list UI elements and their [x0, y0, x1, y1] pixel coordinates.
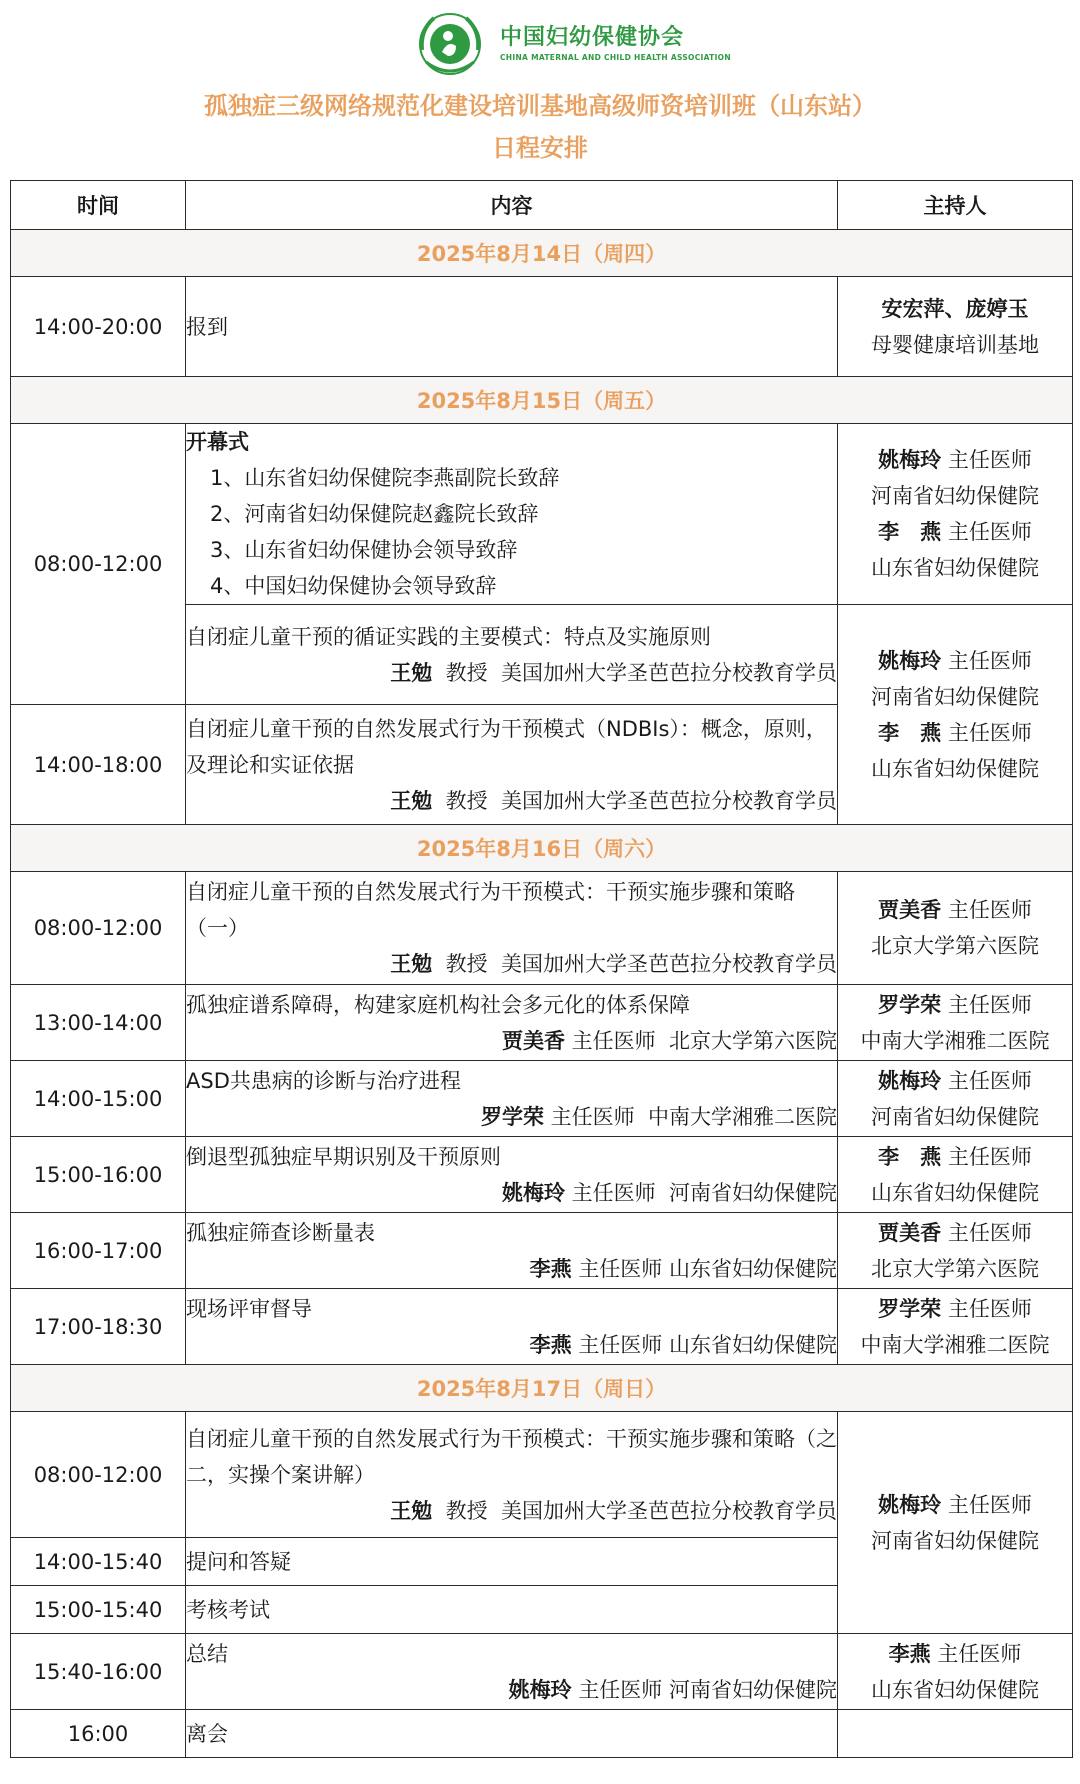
table-row	[11, 1634, 1073, 1710]
speaker-line	[186, 783, 837, 819]
table-row	[11, 1710, 1073, 1758]
session-topic: 现场评审督导	[186, 1296, 312, 1321]
page-subtitle: 日程安排	[492, 134, 588, 162]
table-row	[11, 1061, 1073, 1137]
speaker-line	[186, 1099, 837, 1135]
session-topic: 自闭症儿童干预的循证实践的主要模式：特点及实施原则	[186, 624, 711, 649]
speaker-org: 美国加州大学圣芭芭拉分校教育学员	[501, 952, 837, 976]
table-row	[11, 1213, 1073, 1289]
speaker-org: 山东省妇幼保健院	[669, 1332, 837, 1357]
host-cell	[838, 985, 1073, 1061]
speaker-title: 主任医师	[578, 1677, 663, 1702]
speaker-name: 罗学荣	[480, 1104, 544, 1129]
host-title: 主任医师	[947, 520, 1032, 544]
date-row	[11, 377, 1073, 424]
host-org: 山东省妇幼保健院	[871, 1677, 1039, 1702]
speaker-title: 教授	[445, 660, 488, 685]
speaker-name: 王勉	[390, 660, 433, 685]
time-cell: 15:00-15:40	[11, 1586, 186, 1634]
time-cell: 08:00-12:00	[11, 1412, 186, 1538]
host-cell	[838, 1710, 1073, 1758]
host-title: 主任医师	[947, 898, 1032, 922]
speaker-title: 主任医师	[578, 1332, 663, 1357]
speaker-org: 中南大学湘雅二医院	[648, 1104, 837, 1129]
table-row	[11, 872, 1073, 985]
header-time: 时间	[11, 181, 186, 230]
speaker-title: 主任医师	[578, 1256, 663, 1281]
speaker-title: 主任医师	[550, 1104, 635, 1129]
time-cell: 16:00	[11, 1710, 186, 1758]
speaker-title: 主任医师	[571, 1180, 656, 1205]
org-name-en: CHINA MATERNAL AND CHILD HEALTH ASSOCIATION	[500, 53, 731, 62]
speaker-line	[186, 1023, 837, 1059]
speaker-org: 美国加州大学圣芭芭拉分校教育学员	[501, 660, 837, 685]
host-name: 李 燕	[878, 1144, 942, 1169]
host-cell	[838, 1634, 1073, 1710]
host-name: 贾美香	[878, 1220, 942, 1245]
time-cell: 14:00-18:00	[11, 705, 186, 825]
host-org: 河南省妇幼保健院	[871, 1528, 1039, 1553]
date-cell: 2025年8月17日（周日）	[11, 1365, 1073, 1412]
host-title: 主任医师	[947, 648, 1032, 673]
host-org: 中南大学湘雅二医院	[860, 1332, 1050, 1357]
host-cell	[838, 1289, 1073, 1365]
session-topic: ASD共患病的诊断与治疗进程	[186, 1068, 461, 1093]
session-topic: 自闭症儿童干预的自然发展式行为干预模式：干预实施步骤和策略（之二，实操个案讲解）	[186, 1426, 837, 1487]
time-cell: 08:00-12:00	[11, 872, 186, 985]
host-org: 河南省妇幼保健院	[871, 684, 1039, 709]
host-org: 母婴健康培训基地	[871, 332, 1039, 357]
host-org: 河南省妇幼保健院	[871, 1104, 1039, 1129]
org-name-cn: 中国妇幼保健协会	[500, 25, 685, 50]
content-cell	[186, 1634, 838, 1710]
time-cell: 14:00-15:00	[11, 1061, 186, 1137]
host-org: 河南省妇幼保健院	[871, 484, 1039, 508]
page-header	[0, 0, 1080, 178]
table-row	[11, 424, 1073, 605]
speaker-org: 山东省妇幼保健院	[669, 1256, 837, 1281]
time-cell: 15:00-16:00	[11, 1137, 186, 1213]
host-org: 山东省妇幼保健院	[871, 1180, 1039, 1205]
header-row	[11, 181, 1073, 230]
page-title: 孤独症三级网络规范化建设培训基地高级师资培训班（山东站）	[204, 92, 876, 120]
speaker-name: 王勉	[390, 1498, 433, 1523]
host-cell	[838, 605, 1073, 825]
speaker-org: 河南省妇幼保健院	[669, 1180, 837, 1205]
content-cell: 离会	[186, 1710, 838, 1758]
speaker-line	[186, 1175, 837, 1211]
session-topic: 倒退型孤独症早期识别及干预原则	[186, 1144, 501, 1169]
content-cell	[186, 872, 838, 985]
host-name: 姚梅玲	[878, 1068, 942, 1093]
content-cell	[186, 1137, 838, 1213]
host-title: 主任医师	[947, 1068, 1032, 1093]
speaker-name: 王勉	[390, 952, 433, 976]
host-org: 山东省妇幼保健院	[871, 756, 1039, 781]
time-cell: 14:00-15:40	[11, 1538, 186, 1586]
speaker-title: 教授	[445, 952, 488, 976]
session-topic: 孤独症谱系障碍，构建家庭机构社会多元化的体系保障	[186, 992, 690, 1017]
session-topic: 总结	[186, 1641, 228, 1666]
host-cell	[838, 872, 1073, 985]
content-cell: 提问和答疑	[186, 1538, 838, 1586]
content-cell	[186, 1289, 838, 1365]
speaker-line	[186, 1493, 837, 1529]
speaker-title: 主任医师	[571, 1028, 656, 1053]
host-name: 安宏萍、庞婷玉	[881, 296, 1029, 321]
host-title: 主任医师	[947, 1296, 1032, 1321]
date-row	[11, 825, 1073, 872]
association-emblem-icon	[412, 6, 488, 82]
list-item: 4、中国妇幼保健协会领导致辞	[210, 574, 497, 598]
host-org: 北京大学第六医院	[871, 934, 1039, 958]
table-row	[11, 1137, 1073, 1213]
speaker-name: 姚梅玲	[508, 1677, 572, 1702]
content-cell	[186, 985, 838, 1061]
host-title: 主任医师	[947, 1492, 1032, 1517]
time-cell: 14:00-20:00	[11, 277, 186, 377]
speaker-name: 姚梅玲	[501, 1180, 565, 1205]
speaker-name: 李燕	[529, 1332, 572, 1357]
session-heading: 开幕式	[186, 430, 249, 454]
host-org: 北京大学第六医院	[871, 1256, 1039, 1281]
date-cell: 2025年8月15日（周五）	[11, 377, 1073, 424]
speaker-org: 美国加州大学圣芭芭拉分校教育学员	[501, 1498, 837, 1523]
host-name: 姚梅玲	[878, 448, 942, 472]
content-cell	[186, 1213, 838, 1289]
host-title: 主任医师	[947, 1144, 1032, 1169]
host-cell	[838, 424, 1073, 605]
host-cell	[838, 1061, 1073, 1137]
time-cell: 16:00-17:00	[11, 1213, 186, 1289]
time-cell: 13:00-14:00	[11, 985, 186, 1061]
session-topic: 孤独症筛查诊断量表	[186, 1220, 375, 1245]
organization-name	[500, 26, 731, 62]
host-name: 罗学荣	[878, 992, 942, 1017]
host-title: 主任医师	[947, 720, 1032, 745]
date-row	[11, 230, 1073, 277]
time-cell: 15:40-16:00	[11, 1634, 186, 1710]
host-title: 主任医师	[947, 1220, 1032, 1245]
host-name: 李燕	[888, 1641, 931, 1666]
header-content: 内容	[186, 181, 838, 230]
table-row	[11, 985, 1073, 1061]
content-cell	[186, 1412, 838, 1538]
list-item: 2、河南省妇幼保健院赵鑫院长致辞	[210, 502, 539, 526]
host-name: 贾美香	[878, 898, 942, 922]
host-name: 李 燕	[878, 720, 942, 745]
host-name: 李 燕	[878, 520, 942, 544]
session-topic: 自闭症儿童干预的自然发展式行为干预模式（NDBIs）：概念，原则，及理论和实证依据	[186, 716, 827, 777]
host-name: 姚梅玲	[878, 648, 942, 673]
content-cell	[186, 705, 838, 825]
content-cell: 考核考试	[186, 1586, 838, 1634]
session-topic: 自闭症儿童干预的自然发展式行为干预模式：干预实施步骤和策略（一）	[186, 880, 795, 940]
host-title: 主任医师	[937, 1641, 1022, 1666]
speaker-org: 美国加州大学圣芭芭拉分校教育学员	[501, 788, 837, 813]
host-cell	[838, 1137, 1073, 1213]
host-org: 山东省妇幼保健院	[871, 556, 1039, 580]
speaker-line	[186, 1251, 837, 1287]
schedule-table	[10, 180, 1073, 1758]
speaker-name: 李燕	[529, 1256, 572, 1281]
content-cell	[186, 1061, 838, 1137]
table-row	[11, 277, 1073, 377]
host-cell	[838, 277, 1073, 377]
date-row	[11, 1365, 1073, 1412]
speaker-org: 河南省妇幼保健院	[669, 1677, 837, 1702]
speaker-line	[186, 1672, 837, 1708]
table-row	[11, 1412, 1073, 1538]
date-cell: 2025年8月16日（周六）	[11, 825, 1073, 872]
speaker-name: 王勉	[390, 788, 433, 813]
host-title: 主任医师	[947, 448, 1032, 472]
list-item: 3、山东省妇幼保健协会领导致辞	[210, 538, 518, 562]
time-cell: 17:00-18:30	[11, 1289, 186, 1365]
host-name: 罗学荣	[878, 1296, 942, 1321]
host-cell	[838, 1412, 1073, 1634]
host-org: 中南大学湘雅二医院	[860, 1028, 1050, 1053]
speaker-line	[186, 946, 837, 982]
list-item: 1、山东省妇幼保健院李燕副院长致辞	[210, 466, 560, 490]
speaker-line	[186, 1327, 837, 1363]
host-name: 姚梅玲	[878, 1492, 942, 1517]
header-host: 主持人	[838, 181, 1073, 230]
speaker-name: 贾美香	[501, 1028, 565, 1053]
speaker-org: 北京大学第六医院	[669, 1028, 837, 1053]
table-row	[11, 1289, 1073, 1365]
speaker-line	[186, 655, 837, 691]
speaker-title: 教授	[445, 788, 488, 813]
content-cell: 报到	[186, 277, 838, 377]
content-cell	[186, 605, 838, 705]
host-cell	[838, 1213, 1073, 1289]
content-cell	[186, 424, 838, 605]
host-title: 主任医师	[947, 992, 1032, 1017]
speaker-title: 教授	[445, 1498, 488, 1523]
time-cell: 08:00-12:00	[11, 424, 186, 705]
date-cell: 2025年8月14日（周四）	[11, 230, 1073, 277]
